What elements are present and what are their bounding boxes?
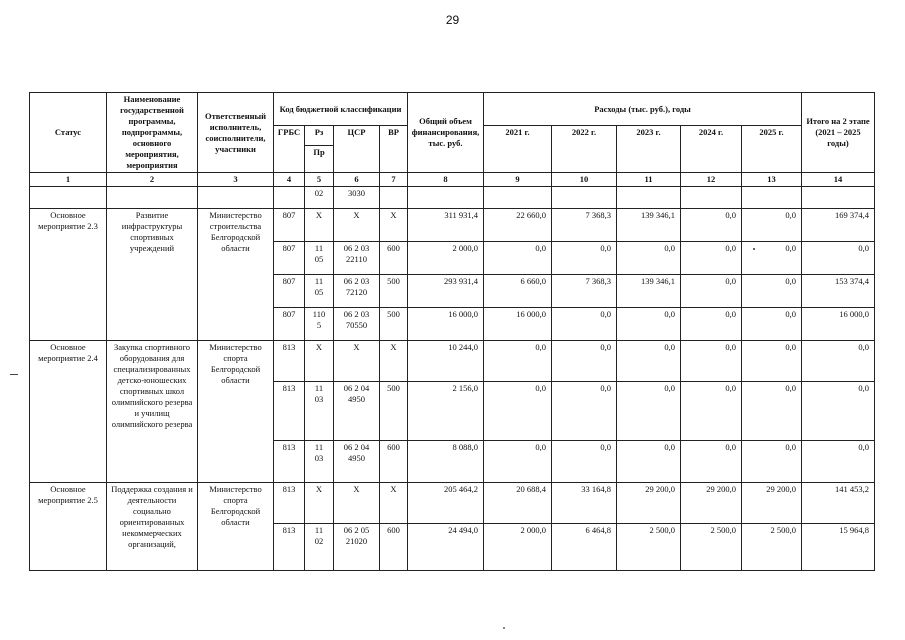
cell-rz: X bbox=[305, 483, 334, 524]
cell-csr: 06 2 05 21020 bbox=[334, 524, 380, 571]
cell-vr: 600 bbox=[380, 441, 408, 483]
cell-rz: 11 03 bbox=[305, 382, 334, 441]
cell-rz: X bbox=[305, 209, 334, 242]
col-number: 5 bbox=[305, 173, 334, 187]
cell-grbs: 813 bbox=[274, 483, 305, 524]
cell-total: 8 088,0 bbox=[408, 441, 484, 483]
cell-status: Основное мероприятие 2.5 bbox=[30, 483, 107, 571]
cell-y2023: 139 346,1 bbox=[617, 209, 681, 242]
cell-y2021: 6 660,0 bbox=[484, 275, 552, 308]
cell-y2025: 0,0 bbox=[742, 382, 802, 441]
col-number: 9 bbox=[484, 173, 552, 187]
page-number: 29 bbox=[445, 13, 460, 27]
table-header bbox=[30, 93, 875, 187]
cell-grbs: 813 bbox=[274, 524, 305, 571]
col-number: 8 bbox=[408, 173, 484, 187]
cell-y2023: 0,0 bbox=[617, 242, 681, 275]
cell-grbs: 807 bbox=[274, 242, 305, 275]
cell-y2024: 0,0 bbox=[681, 275, 742, 308]
table-body bbox=[30, 187, 875, 571]
column-numbers-row bbox=[30, 173, 875, 187]
cell-executor: Министерство спорта Белгородской области bbox=[198, 341, 274, 483]
cell-grbs: 807 bbox=[274, 308, 305, 341]
col-number: 14 bbox=[802, 173, 875, 187]
cell-itogo: 0,0 bbox=[802, 341, 875, 382]
cell-vr: 500 bbox=[380, 382, 408, 441]
cell-status: Основное мероприятие 2.3 bbox=[30, 209, 107, 341]
scan-speck-bottom bbox=[503, 627, 505, 629]
cell-vr: X bbox=[380, 209, 408, 242]
header-status: Статус bbox=[30, 93, 107, 173]
cell-itogo: 0,0 bbox=[802, 441, 875, 483]
header-year-2025: 2025 г. bbox=[742, 126, 802, 173]
col-number: 1 bbox=[30, 173, 107, 187]
header-itogo: Итого на 2 этапе (2021 – 2025 годы) bbox=[802, 93, 875, 173]
header-name: Наименование государственной программы, подпрограммы, основного мероприятия, мероприятия bbox=[107, 93, 198, 173]
cell-y2025: 2 500,0 bbox=[742, 524, 802, 571]
cell-status: Основное мероприятие 2.4 bbox=[30, 341, 107, 483]
header-vr: ВР bbox=[380, 126, 408, 173]
col-number: 7 bbox=[380, 173, 408, 187]
cell-y2023: 0,0 bbox=[617, 382, 681, 441]
col-number: 2 bbox=[107, 173, 198, 187]
cell-y2021: 16 000,0 bbox=[484, 308, 552, 341]
cell-csr: 06 2 03 22110 bbox=[334, 242, 380, 275]
cell-csr: 06 2 03 70550 bbox=[334, 308, 380, 341]
cell-rz: X bbox=[305, 341, 334, 382]
cell-y2025: 0,0 bbox=[742, 209, 802, 242]
cell-y2023: 2 500,0 bbox=[617, 524, 681, 571]
header-executor: Ответственный исполнитель, соисполнители, участники bbox=[198, 93, 274, 173]
cell-rz: 11 05 bbox=[305, 275, 334, 308]
cell-itogo: 169 374,4 bbox=[802, 209, 875, 242]
cell-y2025: 0,0 bbox=[742, 308, 802, 341]
cell-total: 2 000,0 bbox=[408, 242, 484, 275]
cell-name: Поддержка создания и деятельности социально ориентированных некоммерческих организаций, bbox=[107, 483, 198, 571]
cell-vr: 600 bbox=[380, 524, 408, 571]
cell-csr: 06 2 04 4950 bbox=[334, 382, 380, 441]
cell-name: Закупка спортивного оборудования для специализированных детско-юношеских спортивных школ олимпийского резерва и училищ олимпийского резерва bbox=[107, 341, 198, 483]
cell-rz: 11 05 bbox=[305, 242, 334, 275]
cell-rz: 11 02 bbox=[305, 524, 334, 571]
cell-y2022: 0,0 bbox=[552, 441, 617, 483]
cell-total: 16 000,0 bbox=[408, 308, 484, 341]
header-year-2023: 2023 г. bbox=[617, 126, 681, 173]
cell-itogo: 15 964,8 bbox=[802, 524, 875, 571]
header-year-2022: 2022 г. bbox=[552, 126, 617, 173]
cell-y2025: 0,0 bbox=[742, 275, 802, 308]
cell-grbs: 813 bbox=[274, 382, 305, 441]
cell-y2021: 0,0 bbox=[484, 382, 552, 441]
margin-mark bbox=[10, 374, 18, 375]
cell-total: 2 156,0 bbox=[408, 382, 484, 441]
cell-y2024: 29 200,0 bbox=[681, 483, 742, 524]
cell-total: 205 464,2 bbox=[408, 483, 484, 524]
header-pr: Пр bbox=[305, 146, 334, 173]
cell-y2021: 0,0 bbox=[484, 441, 552, 483]
col-number: 11 bbox=[617, 173, 681, 187]
cell-y2023: 29 200,0 bbox=[617, 483, 681, 524]
cell-y2022: 0,0 bbox=[552, 242, 617, 275]
header-total: Общий объем финансирования, тыс. руб. bbox=[408, 93, 484, 173]
cell-executor: Министерство строительства Белгородской области bbox=[198, 209, 274, 341]
table-row bbox=[30, 341, 875, 382]
cell-y2022: 6 464,8 bbox=[552, 524, 617, 571]
cell-total: 293 931,4 bbox=[408, 275, 484, 308]
cell-y2022: 0,0 bbox=[552, 341, 617, 382]
cell-csr: X bbox=[334, 483, 380, 524]
cell-csr: X bbox=[334, 209, 380, 242]
table-row bbox=[30, 483, 875, 524]
cell-grbs: 807 bbox=[274, 275, 305, 308]
col-number: 13 bbox=[742, 173, 802, 187]
cell-y2021: 2 000,0 bbox=[484, 524, 552, 571]
cell-vr: X bbox=[380, 341, 408, 382]
col-number: 6 bbox=[334, 173, 380, 187]
cell-total: 24 494,0 bbox=[408, 524, 484, 571]
cell-y2024: 0,0 bbox=[681, 242, 742, 275]
cell-y2021: 22 660,0 bbox=[484, 209, 552, 242]
cell-y2022: 7 368,3 bbox=[552, 275, 617, 308]
cell-y2024: 2 500,0 bbox=[681, 524, 742, 571]
budget-table bbox=[29, 92, 875, 571]
cell-itogo: 0,0 bbox=[802, 242, 875, 275]
header-year-2024: 2024 г. bbox=[681, 126, 742, 173]
col-number: 12 bbox=[681, 173, 742, 187]
cell-y2024: 0,0 bbox=[681, 341, 742, 382]
cell-csr: 3030 bbox=[334, 187, 380, 209]
cell-itogo: 16 000,0 bbox=[802, 308, 875, 341]
col-number: 3 bbox=[198, 173, 274, 187]
cell-y2023: 0,0 bbox=[617, 341, 681, 382]
cell-y2024: 0,0 bbox=[681, 441, 742, 483]
table-row bbox=[30, 209, 875, 242]
cell-y2022: 0,0 bbox=[552, 382, 617, 441]
cell-csr: X bbox=[334, 341, 380, 382]
header-rz: Рз bbox=[305, 126, 334, 146]
cell-vr: 500 bbox=[380, 308, 408, 341]
cell-total: 311 931,4 bbox=[408, 209, 484, 242]
cell-itogo: 0,0 bbox=[802, 382, 875, 441]
cell-y2023: 0,0 bbox=[617, 308, 681, 341]
cell-y2021: 0,0 bbox=[484, 242, 552, 275]
header-year-2021: 2021 г. bbox=[484, 126, 552, 173]
cell-vr: 600 bbox=[380, 242, 408, 275]
cell-y2025: 0,0 bbox=[742, 341, 802, 382]
cell-rz: 11 03 bbox=[305, 441, 334, 483]
cell-y2022: 0,0 bbox=[552, 308, 617, 341]
cell-vr: 500 bbox=[380, 275, 408, 308]
header-expenses: Расходы (тыс. руб.), годы bbox=[484, 93, 802, 126]
cell-vr: X bbox=[380, 483, 408, 524]
cell-y2025: 29 200,0 bbox=[742, 483, 802, 524]
continuation-row bbox=[30, 187, 875, 209]
cell-csr: 06 2 03 72120 bbox=[334, 275, 380, 308]
cell-y2024: 0,0 bbox=[681, 209, 742, 242]
col-number: 4 bbox=[274, 173, 305, 187]
cell-y2022: 7 368,3 bbox=[552, 209, 617, 242]
cell-csr: 06 2 04 4950 bbox=[334, 441, 380, 483]
header-grbs: ГРБС bbox=[274, 126, 305, 173]
cell-grbs: 813 bbox=[274, 441, 305, 483]
cell-y2023: 139 346,1 bbox=[617, 275, 681, 308]
cell-itogo: 153 374,4 bbox=[802, 275, 875, 308]
cell-y2021: 20 688,4 bbox=[484, 483, 552, 524]
cell-executor: Министерство спорта Белгородской области bbox=[198, 483, 274, 571]
cell-name: Развитие инфраструктуры спортивных учреждений bbox=[107, 209, 198, 341]
header-csr: ЦСР bbox=[334, 126, 380, 173]
cell-itogo: 141 453,2 bbox=[802, 483, 875, 524]
cell-y2025: 0,0 bbox=[742, 242, 802, 275]
col-number: 10 bbox=[552, 173, 617, 187]
cell-rz: 110 5 bbox=[305, 308, 334, 341]
cell-y2021: 0,0 bbox=[484, 341, 552, 382]
cell-rz: 02 bbox=[305, 187, 334, 209]
cell-y2023: 0,0 bbox=[617, 441, 681, 483]
cell-y2024: 0,0 bbox=[681, 382, 742, 441]
cell-y2025: 0,0 bbox=[742, 441, 802, 483]
cell-y2022: 33 164,8 bbox=[552, 483, 617, 524]
cell-y2024: 0,0 bbox=[681, 308, 742, 341]
cell-total: 10 244,0 bbox=[408, 341, 484, 382]
cell-grbs: 807 bbox=[274, 209, 305, 242]
header-code: Код бюджетной классификации bbox=[274, 93, 408, 126]
cell-grbs: 813 bbox=[274, 341, 305, 382]
